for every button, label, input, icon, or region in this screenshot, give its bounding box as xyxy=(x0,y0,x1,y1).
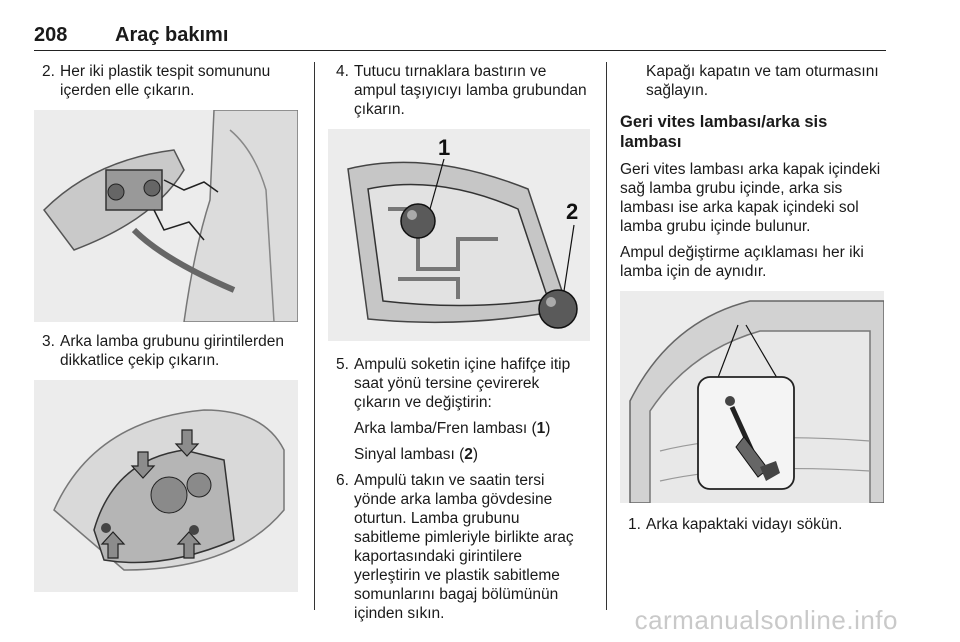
step-text: Her iki plastik tespit somununu içerden elle çıkarın. xyxy=(60,63,271,99)
figure-bulb-holder xyxy=(328,129,590,341)
step-text: Tutucu tırnaklara bastırın ve ampul taşıyıcıyı lamba grubundan çıkarın. xyxy=(354,63,587,118)
step-5 xyxy=(328,355,590,412)
column-divider xyxy=(606,62,607,610)
page-title: Araç bakımı xyxy=(115,24,229,46)
step-number: 3. xyxy=(42,333,55,350)
bulb-item-2-ref: 2 xyxy=(464,446,473,463)
bulb-item-2 xyxy=(328,445,590,464)
bulb-item-2-close: ) xyxy=(472,446,479,463)
bulb-item-1-text: Arka lamba/Fren lambası ( xyxy=(354,420,537,437)
illustration-taillight-removal xyxy=(34,380,298,592)
step-text: Ampulü soketin içine hafifçe itip saat yönü tersine çevirerek çıkarın ve değiştirin: xyxy=(354,356,571,411)
paragraph-2: Ampul değiştirme açıklaması her iki lamba için de aynıdır. xyxy=(620,244,864,280)
column-2 xyxy=(328,62,590,623)
watermark: carmanualsonline.info xyxy=(634,605,898,635)
figure-taillight-removal xyxy=(34,380,300,592)
step-1 xyxy=(620,515,888,534)
column-3 xyxy=(620,62,888,534)
step-4 xyxy=(328,62,590,119)
illustration-tailgate-screw xyxy=(620,291,884,503)
step-text: Arka kapaktaki vidayı sökün. xyxy=(646,516,843,533)
step-number: 2. xyxy=(42,63,55,80)
step-number: 4. xyxy=(336,63,349,80)
intro-text: Kapağı kapatın ve tam oturmasını sağlayın. xyxy=(646,63,879,99)
bulb-item-2-text: Sinyal lambası ( xyxy=(354,446,465,463)
column-1 xyxy=(34,62,300,602)
section-title: Geri vites lambası/arka sis lambası xyxy=(620,113,828,151)
step-text: Ampulü takın ve saatin tersi yönde arka lamba gövdesine oturtun. Lamba grubunu sabitleme pimleriyle birlikte araç kaportasındaki girintilere yerleştirin ve plastik sabitleme somunlarını bagaj bölümünün içinden sıkın. xyxy=(354,472,574,622)
step-3 xyxy=(34,332,300,370)
bulb-item-1 xyxy=(328,419,590,438)
column-divider xyxy=(314,62,315,610)
bulb-item-1-ref: 1 xyxy=(536,420,546,437)
figure-taillight-nuts xyxy=(34,110,300,322)
bulb-item-1-close: ) xyxy=(545,420,551,437)
illustration-taillight-nuts xyxy=(34,110,298,322)
page-number: 208 xyxy=(34,24,68,46)
page-header xyxy=(34,22,886,51)
step-2 xyxy=(34,62,300,100)
step-6 xyxy=(328,471,590,623)
illustration-bulb-holder xyxy=(328,129,590,341)
step-number: 1. xyxy=(628,516,641,533)
figure-tailgate-screw xyxy=(620,291,888,503)
step-number: 5. xyxy=(336,356,349,373)
paragraph-1: Geri vites lambası arka kapak içindeki sağ lamba grubu içinde, arka sis lambası ise arka kapak içindeki sol lamba grubu içinde bulunur. xyxy=(620,161,881,235)
step-text: Arka lamba grubunu girintilerden dikkatlice çekip çıkarın. xyxy=(60,333,285,369)
step-number: 6. xyxy=(336,472,349,489)
figure-label-2: 2 xyxy=(566,199,579,224)
figure-label-1: 1 xyxy=(438,135,451,160)
